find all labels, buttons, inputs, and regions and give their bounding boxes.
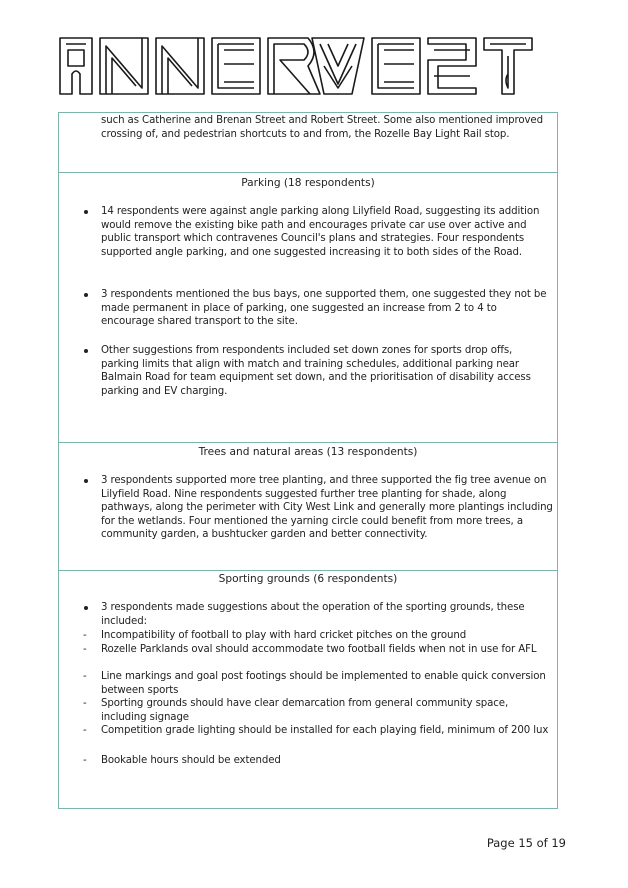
- dash-marker: -: [83, 630, 87, 641]
- page-number: Page 15 of 19: [486, 836, 566, 850]
- logo-letter-n2: [156, 38, 204, 94]
- bullet-item: Other suggestions from respondents included set down zones for sports drop offs, parking limits that align with match and training schedules, additional parking near Balmain Road for team equipment set down, and the prioritisation of disability access parking and EV charging.: [101, 345, 531, 397]
- bullet-marker: [84, 349, 88, 353]
- bullet-marker: [84, 210, 88, 214]
- inner-west-logo: [58, 36, 534, 96]
- bullet-item: 14 respondents were against angle parking along Lilyfield Road, suggesting its addition would remove the existing bike path and encourages private car use over active and public transport which contravenes Council's plans and strategies. Four respondents supported angle parking, and one suggested increasing it to both sides of the Road.: [101, 206, 540, 258]
- section-heading-trees: Trees and natural areas (13 respondents): [198, 446, 418, 458]
- logo-letter-r: [268, 38, 320, 94]
- row-divider: [58, 442, 558, 443]
- dash-item: Incompatibility of football to play with hard cricket pitches on the ground: [101, 630, 467, 641]
- bullet-item: 3 respondents made suggestions about the operation of the sporting grounds, these included:: [101, 602, 525, 627]
- dash-item: Sporting grounds should have clear demarcation from general community space, including signage: [101, 698, 509, 723]
- dash-marker: -: [83, 725, 87, 736]
- logo-letter-n1: [100, 38, 148, 94]
- logo-letter-e1: [212, 38, 260, 94]
- dash-marker: -: [83, 755, 87, 766]
- logo-letter-e2: [372, 38, 420, 94]
- logo-letter-w: [312, 38, 364, 94]
- dash-item: Line markings and goal post footings should be implemented to enable quick conversion between sports: [101, 671, 546, 696]
- bullet-marker: [84, 606, 88, 610]
- section-heading-parking: Parking (18 respondents): [241, 177, 375, 189]
- logo-letter-i: [60, 38, 92, 94]
- row-divider: [58, 570, 558, 571]
- dash-item: Rozelle Parklands oval should accommodate two football fields when not in use for AFL: [101, 644, 537, 655]
- bullet-item: 3 respondents mentioned the bus bays, one supported them, one suggested they not be made permanent in place of parking, one suggested an increase from 2 to 4 to encourage shared transport to the site.: [101, 289, 547, 328]
- bullet-marker: [84, 293, 88, 297]
- dash-item: Competition grade lighting should be installed for each playing field, minimum of 200 lux: [101, 725, 549, 736]
- bullet-item: 3 respondents supported more tree planting, and three supported the fig tree avenue on Lilyfield Road. Nine respondents suggested further tree planting for shade, along pathways, along the perimeter with City West Link and generally more plantings including for the wetlands. Four mentioned the yarning circle could benefit from more trees, a community garden, a bushtucker garden and better connectivity.: [101, 475, 553, 541]
- dash-marker: -: [83, 644, 87, 655]
- table-border-top: [58, 112, 558, 113]
- continued-paragraph: such as Catherine and Brenan Street and Robert Street. Some also mentioned improved crossing of, and pedestrian shortcuts to and from, the Rozelle Bay Light Rail stop.: [101, 115, 543, 140]
- logo-letter-s: [428, 38, 476, 94]
- logo-letter-t: [484, 38, 532, 94]
- dash-marker: -: [83, 698, 87, 709]
- dash-item: Bookable hours should be extended: [101, 755, 281, 766]
- table-border-bottom: [58, 808, 558, 809]
- bullet-marker: [84, 479, 88, 483]
- dash-marker: -: [83, 671, 87, 682]
- row-divider: [58, 172, 558, 173]
- section-heading-sporting-grounds: Sporting grounds (6 respondents): [218, 573, 398, 585]
